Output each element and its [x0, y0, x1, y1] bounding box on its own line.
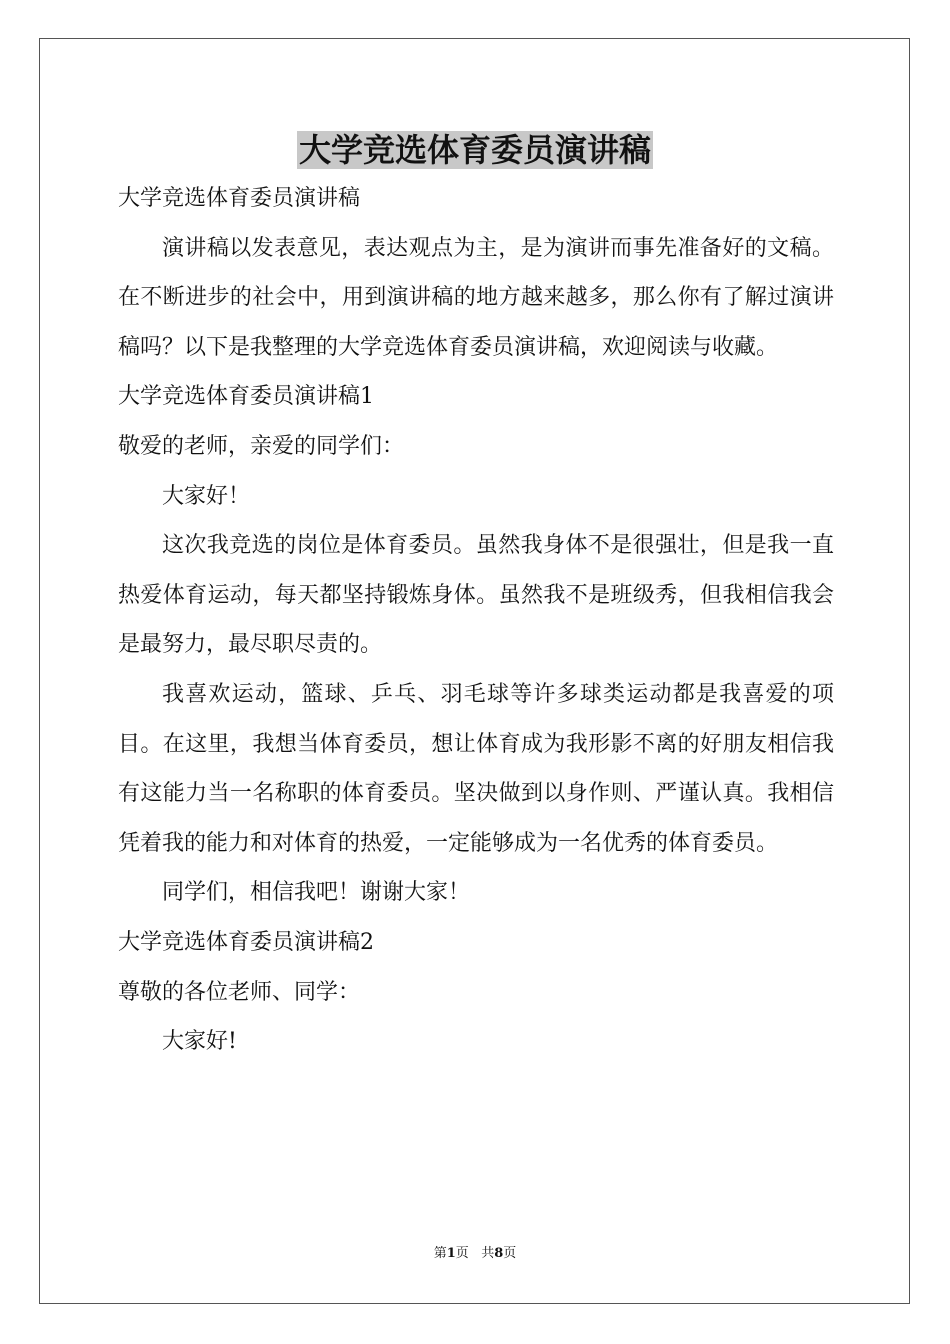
document-title-text: 大学竞选体育委员演讲稿 — [298, 131, 651, 169]
body-paragraph: 演讲稿以发表意见，表达观点为主，是为演讲而事先准备好的文稿。在不断进步的社会中，用到演讲稿的地方越来越多，那么你有了解过演讲稿吗？以下是我整理的大学竞选体育委员演讲稿，欢迎阅读与收藏。 — [118, 235, 834, 360]
section-heading: 大学竞选体育委员演讲稿2 — [118, 929, 374, 955]
page-number-prefix: 第 — [433, 1246, 447, 1261]
body-paragraph: 大家好! — [162, 1029, 237, 1055]
body-paragraph: 我喜欢运动，篮球、乒乓、羽毛球等许多球类运动都是我喜爱的项目。在这里，我想当体育委员，想让体育成为我形影不离的好朋友相信我有这能力当一名称职的体育委员。坚决做到以身作则、严谨认真。我相信凭着我的能力和对体育的热爱，一定能够成为一名优秀的体育委员。 — [118, 681, 834, 856]
section-heading: 敬爱的老师，亲爱的同学们： — [118, 433, 405, 459]
document-body — [118, 174, 834, 1067]
body-paragraph: 这次我竞选的岗位是体育委员。虽然我身体不是很强壮，但是我一直热爱体育运动，每天都坚持锻炼身体。虽然我不是班级秀，但我相信我会是最努力，最尽职尽责的。 — [118, 533, 834, 658]
body-paragraph: 大家好！ — [162, 483, 251, 509]
section-heading: 尊敬的各位老师、同学： — [118, 979, 361, 1005]
page-total-prefix: 共 — [481, 1246, 495, 1261]
section-heading: 大学竞选体育委员演讲稿1 — [118, 384, 374, 410]
page-total-suffix: 页 — [503, 1246, 517, 1261]
body-paragraph: 同学们，相信我吧！谢谢大家！ — [162, 880, 471, 906]
page-number-current: 1 — [446, 1246, 456, 1261]
section-heading: 大学竞选体育委员演讲稿 — [118, 186, 361, 211]
page-number-suffix: 页 — [455, 1246, 469, 1261]
page-footer — [0, 1244, 950, 1264]
page-number-total: 8 — [494, 1246, 504, 1261]
document-title — [0, 128, 950, 172]
